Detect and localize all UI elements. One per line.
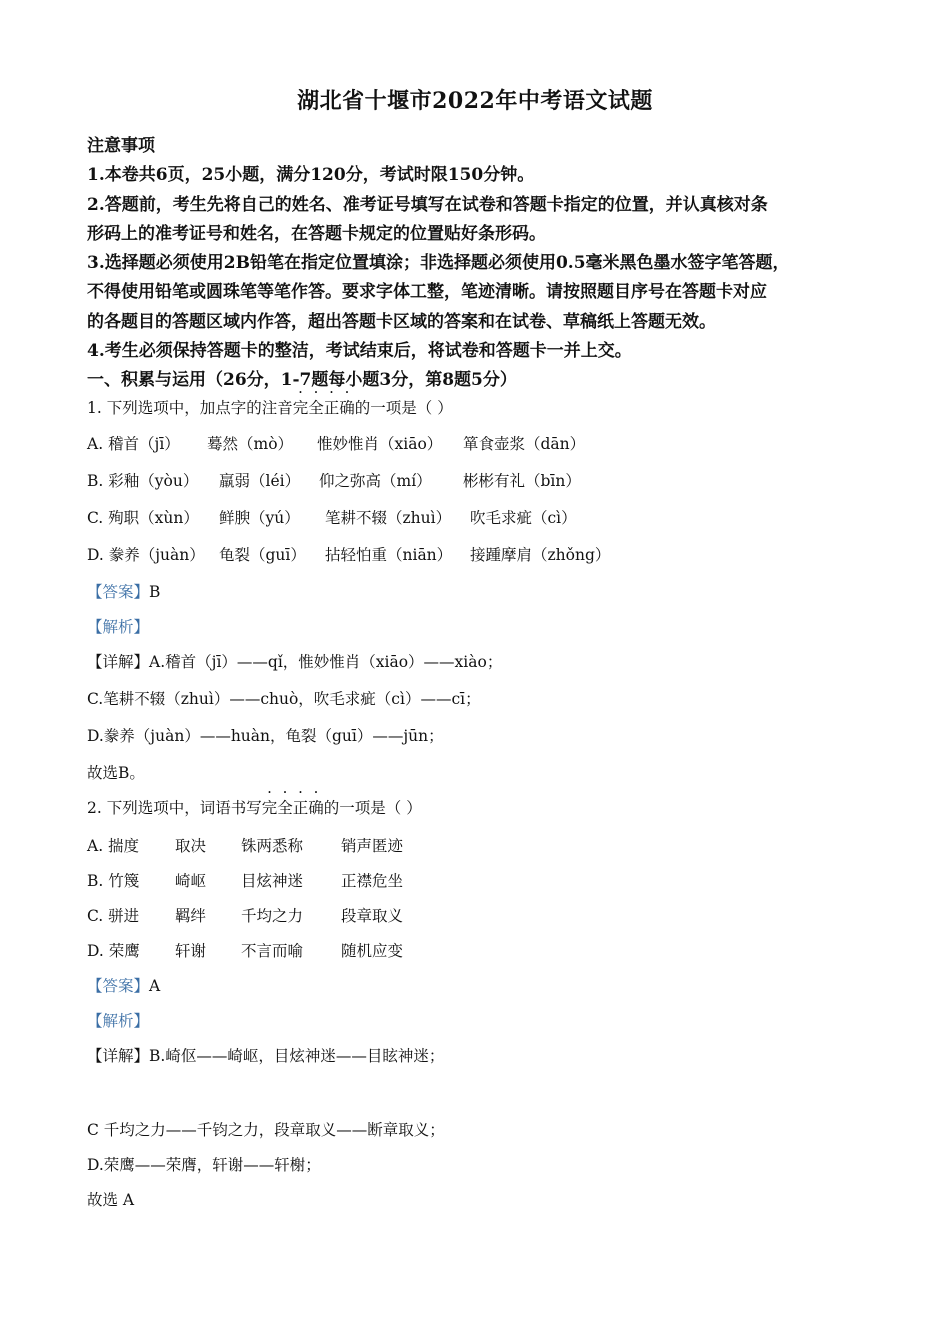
section-heading: 一、积累与运用（26分，1-7题每小题3分，第8题5分） — [87, 370, 517, 390]
question-1-option-d: D. 豢养（juàn） 龟裂（guī） 拈轻怕重（niān） 接踵摩肩（zhǒng） — [87, 546, 611, 564]
question-1-conclusion: 故选B。 — [87, 764, 145, 782]
question-2-detail: 【详解】B.崎伛——崎岖，目炫神迷——目眩神迷； — [87, 1047, 445, 1065]
question-2-option-d: D. 荣鹰 轩谢 不言而喻 随机应变 — [87, 942, 404, 960]
notice-line: 形码上的准考证号和姓名，在答题卡规定的位置贴好条形码。 — [87, 224, 546, 244]
question-1-answer: 【答案】B — [87, 583, 161, 601]
notice-line: 的各题目的答题区域内作答，超出答题卡区域的答案和在试卷、草稿纸上答题无效。 — [87, 312, 716, 332]
dotted-character: 正 — [292, 799, 309, 817]
page-title: 湖北省十堰市2022年中考语文试题 — [297, 88, 653, 114]
notice-line: 1.本卷共6页，25小题，满分120分，考试时限150分钟。 — [87, 165, 535, 185]
question-2-option-b: B. 竹篾 崎岖 目炫神迷 正襟危坐 — [87, 872, 404, 890]
dotted-character: 确 — [308, 799, 324, 817]
question-2-answer: 【答案】A — [87, 977, 161, 995]
dotted-emphasis — [262, 799, 324, 817]
question-2-option-c: C. 骈进 羁绊 千均之力 段章取义 — [87, 907, 404, 925]
notice-heading: 注意事项 — [87, 136, 155, 156]
question-1-option-a: A. 稽首（jī） 蓦然（mò） 惟妙惟肖（xiāo） 箪食壶浆（dān） — [87, 435, 586, 453]
dotted-character: 完 — [261, 799, 278, 817]
notice-line: 2.答题前，考生先将自己的姓名、准考证号填写在试卷和答题卡指定的位置，并认真核对条 — [87, 195, 768, 215]
question-1-stem: 1. 下列选项中，加点字的注音完全正确的一项是（ ） — [87, 396, 453, 418]
question-2-stem: 2. 下列选项中，词语书写完全正确的一项是（ ） — [87, 796, 422, 818]
dotted-character: 完 — [292, 399, 309, 417]
dotted-character: 确 — [339, 399, 355, 417]
question-2-detail-line: D.荣鹰——荣膺，轩谢——轩榭； — [87, 1156, 321, 1174]
notice-line: 4.考生必须保持答题卡的整洁，考试结束后，将试卷和答题卡一并上交。 — [87, 341, 632, 361]
dotted-character: 正 — [323, 399, 340, 417]
question-2-detail-line: C 千均之力——千钧之力，段章取义——断章取义； — [87, 1121, 445, 1139]
question-1-option-c: C. 殉职（xùn） 鲜腴（yú） 笔耕不辍（zhuì） 吹毛求疵（cì） — [87, 509, 577, 527]
notice-line: 不得使用铅笔或圆珠笔等笔作答。要求字体工整，笔迹清晰。请按照题目序号在答题卡对应 — [87, 282, 767, 302]
question-1-detail-line: D.豢养（juàn）——huàn，龟裂（guī）——jūn； — [87, 727, 444, 745]
question-2-analysis-tag: 【解析】 — [87, 1012, 150, 1030]
question-2-conclusion: 故选 A — [87, 1191, 135, 1209]
dotted-emphasis — [293, 399, 355, 417]
dotted-character: 全 — [308, 399, 324, 417]
question-2-option-a: A. 揣度 取决 铢两悉称 销声匿迹 — [87, 837, 404, 855]
question-1-detail-line: C.笔耕不辍（zhuì）——chuò，吹毛求疵（cì）——cī； — [87, 690, 481, 708]
notice-line: 3.选择题必须使用2B铅笔在指定位置填涂；非选择题必须使用0.5毫米黑色墨水签字笔答题， — [87, 253, 790, 273]
dotted-character: 全 — [277, 799, 293, 817]
question-1-detail: 【详解】A.稽首（jī）——qǐ，惟妙惟肖（xiāo）——xiào； — [87, 653, 503, 671]
question-1-option-b: B. 彩釉（yòu） 羸弱（léi） 仰之弥高（mí） 彬彬有礼（bīn） — [87, 472, 581, 490]
question-1-analysis-tag: 【解析】 — [87, 618, 150, 636]
